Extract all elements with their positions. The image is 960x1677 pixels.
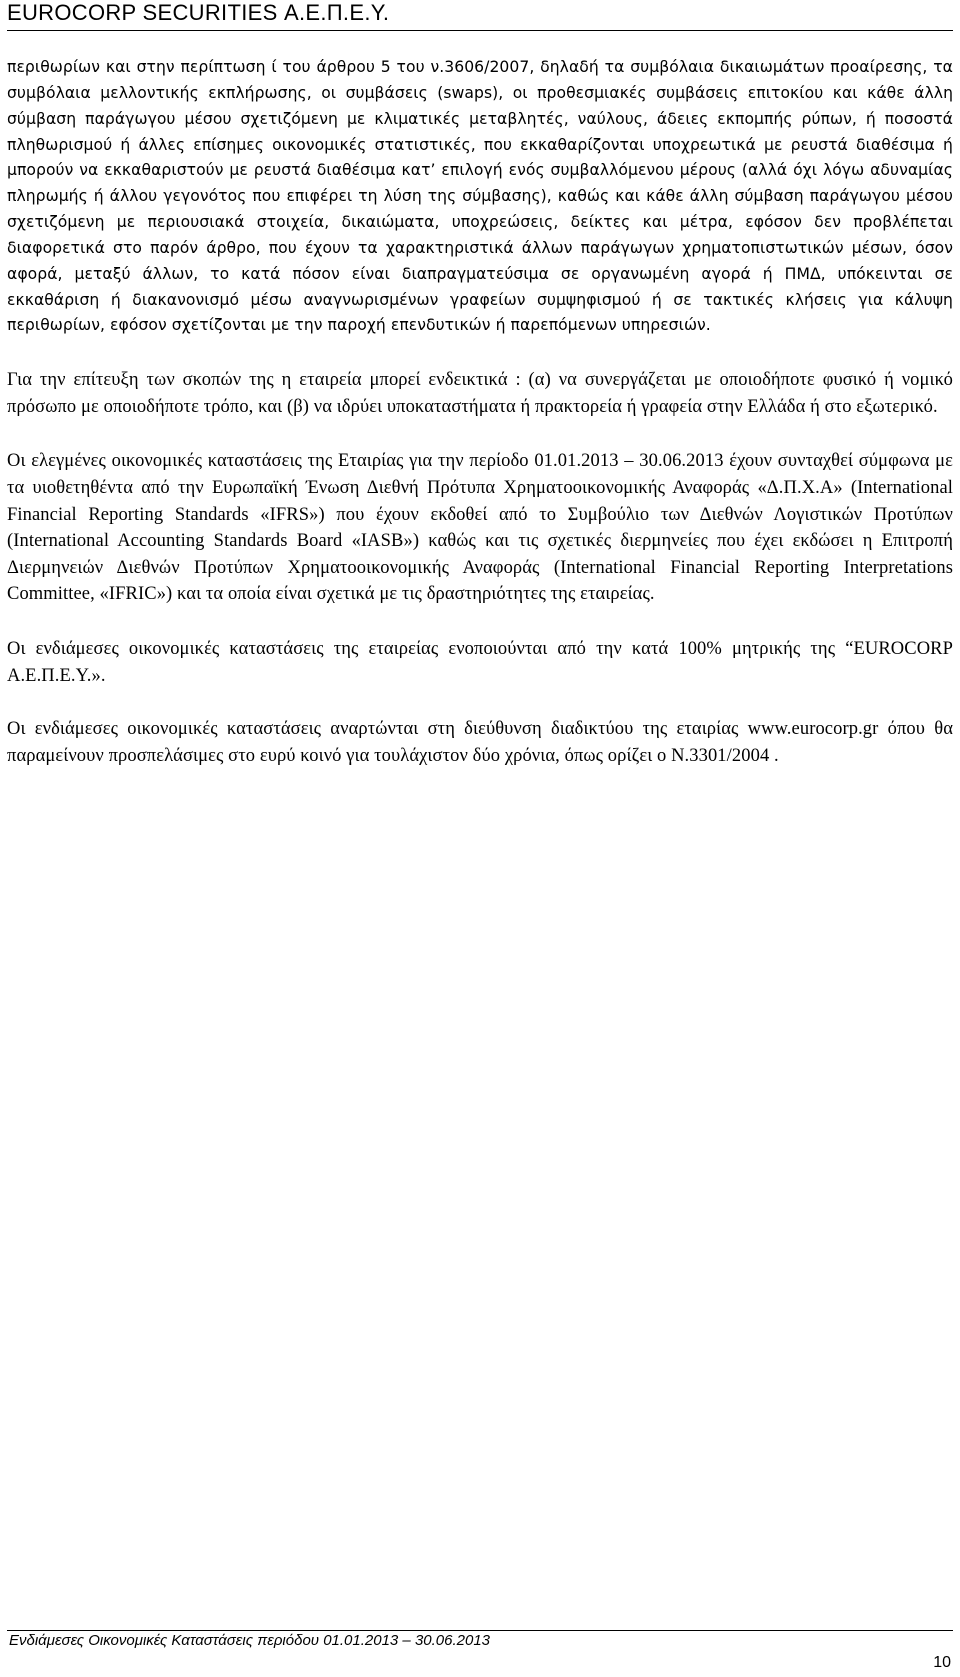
paragraph-publication: Οι ενδιάμεσες οικονομικές καταστάσεις αναρτώνται στη διεύθυνση διαδικτύου της εταιρίας www.eurocorp.gr όπου θα παραμείνουν προσπελάσιμες στο ευρύ κοινό για τουλάχιστον δύο χρόνια, όπως ορίζει ο Ν.3301/2004 .: [7, 719, 953, 766]
footer-period-text: Ενδιάμεσες Οικονομικές Καταστάσεις περιόδου 01.01.2013 – 30.06.2013: [9, 1632, 491, 1649]
document-body: [7, 55, 953, 769]
paragraph-derivatives: περιθωρίων και στην περίπτωση ί του άρθρου 5 του ν.3606/2007, δηλαδή τα συμβόλαια δικαιωμάτων προαίρεσης, τα συμβόλαια μελλοντικής εκπλήρωσης, οι συμβάσεις (swaps), οι προθεσμιακές συμβάσεις επιτοκίου και κάθε άλλη σύμβαση παράγωγου μέσου σχετιζόμενη με κλιματικές μεταβλητές, ναύλους, άδειες εκπομπής ρύπων, ή ποσοστά πληθωρισμού ή άλλες επίσημες οικονομικές στατιστικές, που εκκαθαρίζονται υποχρεωτικά με ρευστά διαθέσιμα ή μπορούν να εκκαθαριστούν με ρευστά διαθέσιμα κατ’ επιλογή ενός συμβαλλόμενου μέρους (αλλά όχι λόγω αδυναμίας πληρωμής ή άλλου γεγονότος που επιφέρει τη λύση της σύμβασης), καθώς και κάθε άλλη σύμβαση παράγωγου μέσου σχετιζόμενη με περιουσιακά στοιχεία, δικαιώματα, υποχρεώσεις, δείκτες και μέτρα, εφόσον δεν προβλέπεται διαφορετικά στο παρόν άρθρο, που έχουν τα χαρακτηριστικά άλλων παράγωγων χρηματοπιστωτικών μέσων, όσον αφορά, μεταξύ άλλων, το κατά πόσον είναι διαπραγματεύσιμα σε οργανωμένη αγορά ή ΠΜΔ, υπόκεινται σε εκκαθάριση ή διακανονισμό μέσω αναγνωρισμένων γραφείων συμψηφισμού ή σε τακτικές κλήσεις για κάλυψη περιθωρίων, εφόσον σχετίζονται με την παροχή επενδυτικών ή παρεπόμενων υπηρεσιών.: [7, 58, 953, 335]
page-header: [7, 0, 953, 31]
page-footer: [7, 1630, 953, 1677]
paragraph-company-purposes: Για την επίτευξη των σκοπών της η εταιρεία μπορεί ενδεικτικά : (α) να συνεργάζεται με οποιοδήποτε φυσικό ή νομικό πρόσωπο με οποιοδήποτε τρόπο, και (β) να ιδρύει υποκαταστήματα ή πρακτορεία ή γραφεία στην Ελλάδα ή στο εξωτερικό.: [7, 370, 953, 417]
company-name: EUROCORP SECURITIES Α.Ε.Π.Ε.Υ.: [7, 0, 390, 25]
paragraph-consolidation: Οι ενδιάμεσες οικονομικές καταστάσεις της εταιρείας ενοποιούνται από την κατά 100% μητρικής της “EUROCORP Α.Ε.Π.Ε.Υ.».: [7, 639, 953, 686]
paragraph-ifrs-basis: Οι ελεγμένες οικονομικές καταστάσεις της Εταιρίας για την περίοδο 01.01.2013 – 30.06.2013 έχουν συνταχθεί σύμφωνα με τα υιοθετηθέντα από την Ευρωπαϊκή Ένωση Διεθνή Πρότυπα Χρηματοοικονομικής Αναφοράς «Δ.Π.Χ.Α» (International Financial Reporting Standards «IFRS») που έχουν εκδοθεί από το Συμβούλιο των Διεθνών Λογιστικών Προτύπων (International Accounting Standards Board «IASB») καθώς και τις σχετικές διερμηνείες που έχει εκδώσει η Επιτροπή Διερμηνειών Διεθνών Προτύπων Χρηματοοικονομικής Αναφοράς (International Financial Reporting Interpretations Committee, «IFRIC») και τα οποία είναι σχετικά με τις δραστηριότητες της εταιρείας.: [7, 451, 953, 605]
page-number: 10: [933, 1654, 951, 1671]
